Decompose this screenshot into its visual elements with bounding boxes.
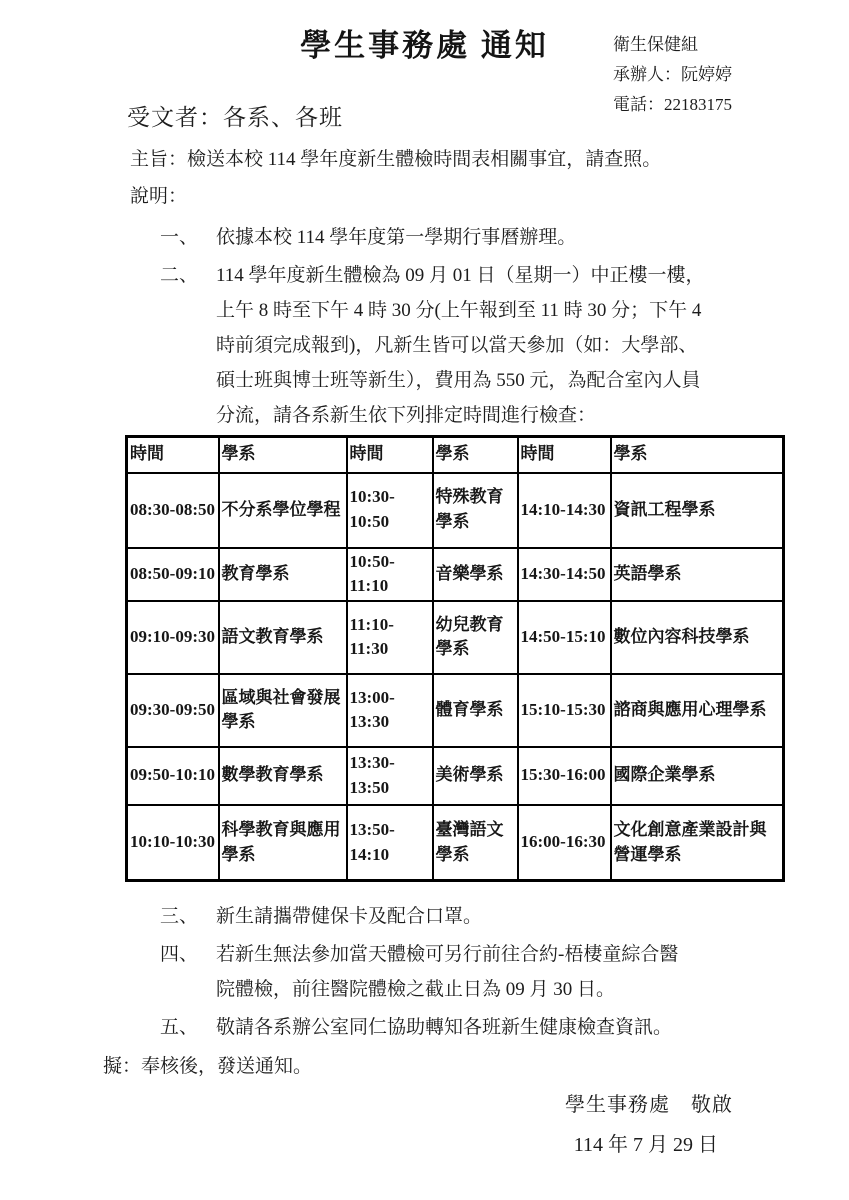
table-row bbox=[127, 548, 784, 601]
time-slot-cell: 14:10-14:30 bbox=[518, 473, 611, 548]
time-slot-cell: 09:10-09:30 bbox=[127, 601, 219, 674]
item-line: 敬請各系辦公室同仁協助轉知各班新生健康檢查資訊。 bbox=[216, 1017, 673, 1039]
item-line: 114 學年度新生體檢為 09 月 01 日（星期一）中正樓一樓， bbox=[216, 265, 705, 286]
time-slot-cell: 09:50-10:10 bbox=[127, 747, 219, 805]
item-text bbox=[216, 899, 849, 934]
item-number: 一、 bbox=[160, 227, 199, 248]
time-slot-cell: 13:50-14:10 bbox=[347, 805, 433, 881]
time-slot-cell: 09:30-09:50 bbox=[127, 674, 219, 747]
column-header-time: 時間 bbox=[347, 437, 433, 473]
department-cell: 體育學系 bbox=[433, 674, 518, 747]
item-line: 時前須完成報到)，凡新生皆可以當天參加（如：大學部、 bbox=[216, 335, 698, 356]
department-cell: 美術學系 bbox=[433, 747, 518, 805]
department-cell: 數位內容科技學系 bbox=[611, 601, 784, 674]
time-slot-cell: 14:50-15:10 bbox=[518, 601, 611, 674]
time-slot-cell: 13:00-13:30 bbox=[347, 674, 433, 747]
department-cell: 臺灣語文學系 bbox=[433, 805, 518, 881]
time-slot-cell: 14:30-14:50 bbox=[518, 548, 611, 601]
time-slot-cell: 10:50-11:10 bbox=[347, 548, 433, 601]
office-unit: 衛生保健組 bbox=[613, 35, 698, 54]
time-slot-cell: 10:10-10:30 bbox=[127, 805, 219, 881]
table-header-row bbox=[127, 437, 784, 473]
list-item-1 bbox=[160, 220, 849, 255]
closing-line: 擬：奉核後，發送通知。 bbox=[103, 1056, 313, 1078]
item-line: 新生請攜帶健保卡及配合口罩。 bbox=[216, 906, 483, 928]
department-cell: 特殊教育學系 bbox=[433, 473, 518, 548]
department-cell: 文化創意產業設計與營運學系 bbox=[611, 805, 784, 881]
time-slot-cell: 08:30-08:50 bbox=[127, 473, 219, 548]
item-text bbox=[216, 220, 849, 255]
item-line: 院體檢，前往醫院體檢之截止日為 09 月 30 日。 bbox=[216, 979, 616, 1001]
item-number: 五、 bbox=[160, 1017, 199, 1039]
item-text bbox=[216, 1010, 849, 1045]
department-cell: 國際企業學系 bbox=[611, 747, 784, 805]
department-cell: 英語學系 bbox=[611, 548, 784, 601]
item-text bbox=[216, 937, 849, 1007]
column-header-department: 學系 bbox=[219, 437, 347, 473]
item-number: 二、 bbox=[160, 265, 199, 286]
signature-office: 學生事務處 敬啟 bbox=[565, 1094, 733, 1117]
department-cell: 音樂學系 bbox=[433, 548, 518, 601]
time-slot-cell: 16:00-16:30 bbox=[518, 805, 611, 881]
department-cell: 科學教育與應用學系 bbox=[219, 805, 347, 881]
department-cell: 資訊工程學系 bbox=[611, 473, 784, 548]
office-phone: 電話：22183175 bbox=[613, 95, 732, 114]
time-slot-cell: 11:10-11:30 bbox=[347, 601, 433, 674]
subject-line: 主旨：檢送本校 114 學年度新生體檢時間表相關事宜，請查照。 bbox=[130, 149, 662, 170]
table-row bbox=[127, 747, 784, 805]
explanation-label: 說明： bbox=[130, 186, 188, 207]
page-title: 學生事務處 通知 bbox=[300, 28, 549, 63]
item-line: 若新生無法參加當天體檢可另行前往合約-梧棲童綜合醫 bbox=[216, 944, 679, 966]
column-header-department: 學系 bbox=[433, 437, 518, 473]
list-item-2 bbox=[160, 258, 849, 433]
recipient-line: 受文者：各系、各班 bbox=[127, 105, 343, 130]
list-item-5 bbox=[160, 1010, 849, 1045]
item-number: 四、 bbox=[160, 944, 199, 966]
department-cell: 諮商與應用心理學系 bbox=[611, 674, 784, 747]
list-item-3 bbox=[160, 899, 849, 934]
department-cell: 語文教育學系 bbox=[219, 601, 347, 674]
department-cell: 幼兒教育學系 bbox=[433, 601, 518, 674]
health-check-schedule-table bbox=[125, 435, 785, 882]
table-row bbox=[127, 805, 784, 881]
item-line: 上午 8 時至下午 4 時 30 分(上午報到至 11 時 30 分；下午 4 bbox=[216, 300, 702, 321]
item-line: 依據本校 114 學年度第一學期行事曆辦理。 bbox=[216, 227, 577, 248]
time-slot-cell: 08:50-09:10 bbox=[127, 548, 219, 601]
department-cell: 區域與社會發展學系 bbox=[219, 674, 347, 747]
column-header-department: 學系 bbox=[611, 437, 784, 473]
time-slot-cell: 13:30-13:50 bbox=[347, 747, 433, 805]
list-item-4 bbox=[160, 937, 849, 1007]
department-cell: 教育學系 bbox=[219, 548, 347, 601]
table-row bbox=[127, 601, 784, 674]
item-line: 碩士班與博士班等新生），費用為 550 元，為配合室內人員 bbox=[216, 370, 701, 391]
item-number: 三、 bbox=[160, 906, 199, 928]
time-slot-cell: 15:10-15:30 bbox=[518, 674, 611, 747]
column-header-time: 時間 bbox=[127, 437, 219, 473]
signature-date: 114 年 7 月 29 日 bbox=[573, 1134, 718, 1157]
department-cell: 數學教育學系 bbox=[219, 747, 347, 805]
department-cell: 不分系學位學程 bbox=[219, 473, 347, 548]
time-slot-cell: 10:30-10:50 bbox=[347, 473, 433, 548]
table-row bbox=[127, 674, 784, 747]
item-text bbox=[216, 258, 849, 433]
office-contact-person: 承辦人：阮婷婷 bbox=[613, 65, 732, 84]
item-line: 分流，請各系新生依下列排定時間進行檢查： bbox=[216, 405, 597, 426]
time-slot-cell: 15:30-16:00 bbox=[518, 747, 611, 805]
column-header-time: 時間 bbox=[518, 437, 611, 473]
office-info-block bbox=[613, 30, 732, 120]
table-row bbox=[127, 473, 784, 548]
